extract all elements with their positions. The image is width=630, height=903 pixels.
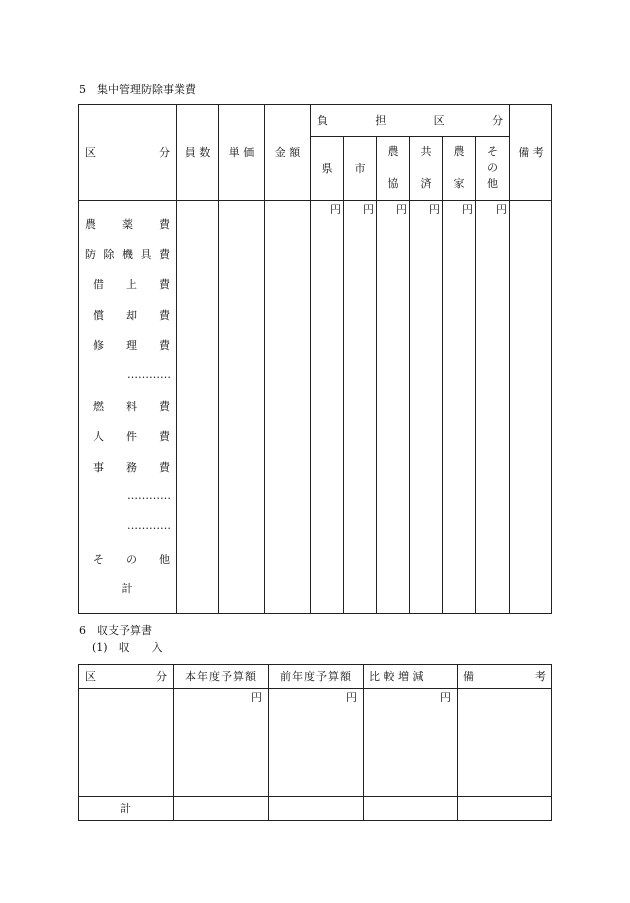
expense-table-header-bottom	[78, 200, 552, 201]
income-table-header-bottom	[78, 688, 552, 689]
yen-unit: 円	[363, 203, 374, 216]
header-nokyo: 農 協	[387, 145, 399, 190]
income-header-biko: 備 考	[463, 670, 546, 683]
yen-unit: 円	[496, 203, 507, 216]
item-nenryo: 燃 料 費	[93, 400, 170, 413]
yen-unit: 円	[429, 203, 440, 216]
yen-unit: 円	[440, 691, 451, 704]
item-ellipsis: …………	[127, 489, 171, 502]
header-ken: 県	[321, 162, 333, 175]
header-noka: 農 家	[453, 145, 465, 190]
yen-unit: 円	[396, 203, 407, 216]
item-shokyaku: 償 却 費	[93, 309, 170, 322]
item-ellipsis: …………	[127, 519, 171, 532]
income-header-honnendo: 本年度予算額	[185, 670, 257, 683]
income-header-kubun: 区 分	[85, 670, 167, 683]
item-jimu: 事 務 費	[93, 461, 170, 474]
income-header-zennendo: 前年度予算額	[280, 670, 352, 683]
item-bojokigu: 防 除 機 具 費	[85, 248, 170, 261]
section6-title: 6 収支予算書	[79, 624, 152, 637]
item-shakujo: 借 上 費	[93, 278, 170, 291]
yen-unit: 円	[251, 691, 262, 704]
header-futan: 負 担 区 分	[317, 114, 503, 127]
item-total: 計	[121, 582, 133, 595]
header-kingaku: 金 額	[274, 146, 301, 159]
header-kubun: 区 分	[85, 146, 170, 159]
item-noyakuhi: 農 薬 費	[85, 218, 170, 231]
header-kyosai: 共 済	[420, 145, 432, 190]
item-sonota: そ の 他	[93, 553, 170, 566]
item-shuri: 修 理 費	[93, 339, 170, 352]
income-total: 計	[120, 802, 131, 815]
header-tanka: 単 価	[228, 146, 255, 159]
header-biko: 備 考	[518, 146, 544, 159]
item-jinken: 人 件 費	[93, 430, 170, 443]
header-shi: 市	[354, 162, 366, 175]
header-in-su: 員 数	[184, 146, 211, 159]
income-table-total-line	[78, 796, 552, 797]
header-sonota: そ の 他	[487, 145, 498, 190]
yen-unit: 円	[462, 203, 473, 216]
yen-unit: 円	[330, 203, 341, 216]
yen-unit: 円	[346, 691, 357, 704]
section5-title: 5 集中管理防除事業費	[79, 83, 196, 96]
section6-subtitle: (1) 収 入	[92, 641, 163, 654]
income-header-hikaku: 比 較 増 減	[369, 670, 424, 683]
item-ellipsis: …………	[127, 368, 171, 381]
